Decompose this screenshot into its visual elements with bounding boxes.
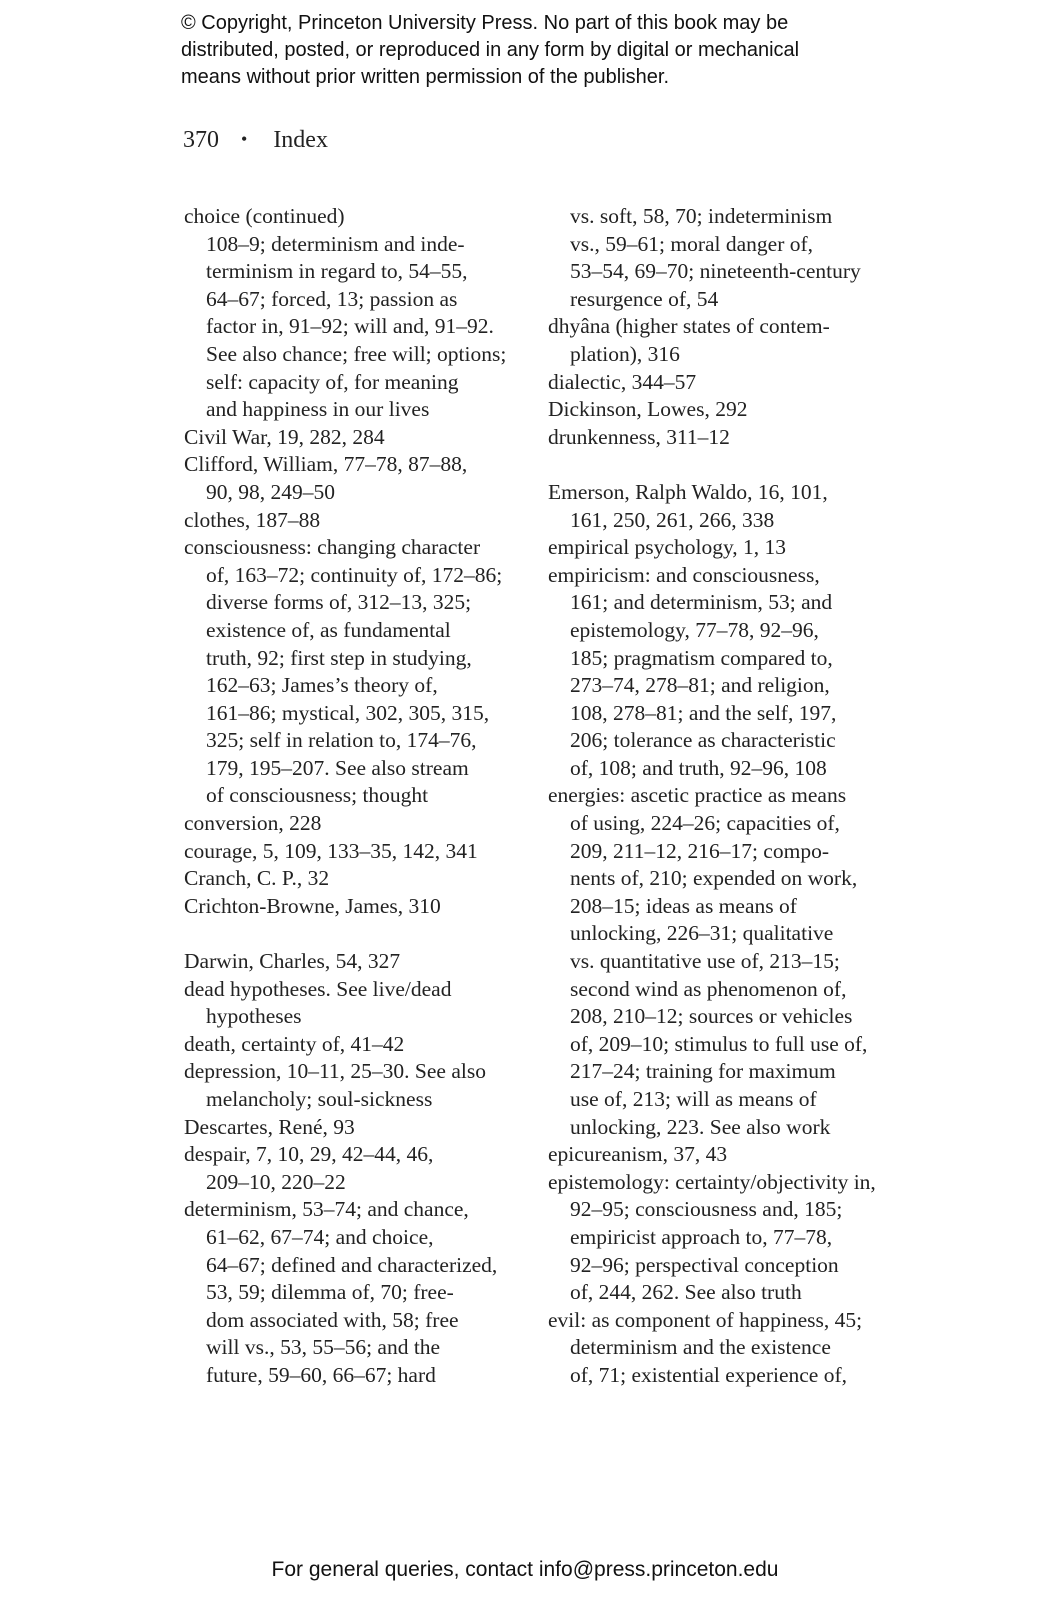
index-entry bbox=[184, 1031, 524, 1059]
index-entry-line: 161–86; mystical, 302, 305, 315, bbox=[206, 700, 490, 725]
index-entry-line: Darwin, Charles, 54, 327 bbox=[184, 949, 401, 974]
index-entry-line: drunkenness, 311–12 bbox=[548, 424, 730, 449]
index-entry bbox=[548, 479, 893, 534]
continuation-line: vs., 59–61; moral danger of, bbox=[570, 231, 814, 256]
index-entry bbox=[184, 1141, 524, 1196]
index-entries-right bbox=[548, 313, 893, 1389]
index-entry bbox=[184, 838, 524, 866]
index-column-right bbox=[548, 203, 893, 1390]
page-number: 370 bbox=[183, 127, 219, 153]
index-entry-line: empirical psychology, 1, 13 bbox=[548, 535, 787, 560]
index-entry-line: and happiness in our lives bbox=[206, 397, 430, 422]
index-entry-line: conversion, 228 bbox=[184, 811, 322, 836]
index-entry-line: Dickinson, Lowes, 292 bbox=[548, 397, 748, 422]
index-entry-line: Clifford, William, 77–78, 87–88, bbox=[184, 452, 468, 477]
index-entry bbox=[548, 313, 893, 368]
index-entry-line: of, 108; and truth, 92–96, 108 bbox=[570, 755, 827, 780]
index-entry-line: 209, 211–12, 216–17; compo- bbox=[570, 838, 829, 863]
index-entry-line: clothes, 187–88 bbox=[184, 507, 321, 532]
copyright-notice bbox=[181, 10, 901, 91]
index-entry-line: 161; and determinism, 53; and bbox=[570, 590, 833, 615]
index-entry-line: depression, 10–11, 25–30. See also bbox=[184, 1059, 486, 1084]
index-entry bbox=[184, 893, 524, 921]
index-entry-line: consciousness: changing character bbox=[184, 535, 481, 560]
index-entry-line: unlocking, 226–31; qualitative bbox=[570, 921, 834, 946]
index-entry bbox=[548, 562, 893, 783]
index-entry bbox=[184, 534, 524, 810]
section-title: Index bbox=[273, 127, 328, 153]
index-entry bbox=[184, 424, 524, 452]
index-entry bbox=[184, 1196, 524, 1389]
index-entry bbox=[548, 396, 893, 424]
index-entry bbox=[548, 424, 893, 452]
running-head bbox=[183, 124, 328, 155]
index-entry-line: choice (continued) bbox=[184, 204, 345, 228]
index-entry-line: Civil War, 19, 282, 284 bbox=[184, 424, 385, 449]
index-entry-line: 208–15; ideas as means of bbox=[570, 893, 797, 918]
index-entry-line: of, 209–10; stimulus to full use of, bbox=[570, 1031, 868, 1056]
continuation-block bbox=[548, 203, 893, 313]
index-entry bbox=[184, 948, 524, 976]
index-entry-line: 108, 278–81; and the self, 197, bbox=[570, 700, 837, 725]
index-entry-line: evil: as component of happiness, 45; bbox=[548, 1307, 863, 1332]
copyright-line: © Copyright, Princeton University Press. No part of this book may be bbox=[181, 12, 789, 34]
index-entry-line: 162–63; James’s theory of, bbox=[206, 673, 438, 698]
index-entry-line: second wind as phenomenon of, bbox=[570, 976, 847, 1001]
index-entry bbox=[184, 1058, 524, 1113]
index-entry-line: dhyâna (higher states of contem- bbox=[548, 314, 830, 339]
index-entry-line: factor in, 91–92; will and, 91–92. bbox=[206, 314, 494, 339]
index-entry-line: 208, 210–12; sources or vehicles bbox=[570, 1004, 853, 1029]
index-entry-line: diverse forms of, 312–13, 325; bbox=[206, 590, 472, 615]
bullet-separator: • bbox=[241, 129, 248, 149]
index-entry-line: vs. quantitative use of, 213–15; bbox=[570, 949, 840, 974]
index-entry-line: truth, 92; first step in studying, bbox=[206, 645, 472, 670]
index-entry-line: 64–67; defined and characterized, bbox=[206, 1252, 498, 1277]
index-entry-line: Crichton-Browne, James, 310 bbox=[184, 893, 441, 918]
index-entry-line: determinism, 53–74; and chance, bbox=[184, 1197, 469, 1222]
index-entry-line: energies: ascetic practice as means bbox=[548, 783, 847, 808]
index-entry-line: courage, 5, 109, 133–35, 142, 341 bbox=[184, 838, 478, 863]
index-entry bbox=[184, 1114, 524, 1142]
index-entry bbox=[548, 782, 893, 1141]
index-entry-line: 179, 195–207. See also stream bbox=[206, 755, 469, 780]
index-entry-line: of consciousness; thought bbox=[206, 783, 429, 808]
index-entry-line: of, 71; existential experience of, bbox=[570, 1362, 848, 1387]
index-column-left bbox=[184, 203, 524, 1390]
index-entry-line: Descartes, René, 93 bbox=[184, 1114, 355, 1139]
index-entry-line: dom associated with, 58; free bbox=[206, 1307, 459, 1332]
index-entry-line: will vs., 53, 55–56; and the bbox=[206, 1335, 441, 1360]
index-entry-line: 64–67; forced, 13; passion as bbox=[206, 286, 458, 311]
copyright-line: distributed, posted, or reproduced in any form by digital or mechanical bbox=[181, 39, 800, 61]
index-entry-line: dialectic, 344–57 bbox=[548, 369, 697, 394]
index-entry-line: 325; self in relation to, 174–76, bbox=[206, 728, 477, 753]
index-entry-line: existence of, as fundamental bbox=[206, 617, 451, 642]
index-entry bbox=[184, 203, 524, 424]
index-entry-line: death, certainty of, 41–42 bbox=[184, 1031, 405, 1056]
index-entry-line: self: capacity of, for meaning bbox=[206, 369, 459, 394]
index-entry-line: 53, 59; dilemma of, 70; free- bbox=[206, 1280, 454, 1305]
index-entry bbox=[184, 451, 524, 506]
index-entry-line: empiricist approach to, 77–78, bbox=[570, 1224, 833, 1249]
index-entry-line: 61–62, 67–74; and choice, bbox=[206, 1224, 434, 1249]
index-entry-line: epistemology: certainty/objectivity in, bbox=[548, 1169, 876, 1194]
index-entry-line: hypotheses bbox=[206, 1004, 302, 1029]
index-entry-line: See also chance; free will; options; bbox=[206, 341, 507, 366]
copyright-line: means without prior written permission of the publisher. bbox=[181, 66, 670, 88]
index-entry-line: empiricism: and consciousness, bbox=[548, 562, 820, 587]
index-entry-line: terminism in regard to, 54–55, bbox=[206, 259, 468, 284]
index-entry bbox=[184, 865, 524, 893]
index-entry bbox=[184, 810, 524, 838]
index-entry-line: of using, 224–26; capacities of, bbox=[570, 811, 840, 836]
index-entry bbox=[548, 369, 893, 397]
index-entry bbox=[548, 1141, 893, 1169]
index-entry-line: 92–96; perspectival conception bbox=[570, 1252, 839, 1277]
index-entry-line: use of, 213; will as means of bbox=[570, 1087, 817, 1111]
index-entry-line: 273–74, 278–81; and religion, bbox=[570, 673, 830, 698]
index-entry-line: future, 59–60, 66–67; hard bbox=[206, 1362, 436, 1387]
index-entry bbox=[548, 1307, 893, 1390]
index-entry-line: melancholy; soul-sickness bbox=[206, 1087, 433, 1111]
index-entry-line: epistemology, 77–78, 92–96, bbox=[570, 617, 819, 642]
index-entry-line: 206; tolerance as characteristic bbox=[570, 728, 836, 753]
letter-group-gap bbox=[184, 920, 524, 948]
letter-group-gap bbox=[548, 451, 893, 479]
footer-contact: For general queries, contact info@press.princeton.edu bbox=[271, 1558, 779, 1581]
index-entry-line: 92–95; consciousness and, 185; bbox=[570, 1197, 843, 1222]
continuation-line: vs. soft, 58, 70; indeterminism bbox=[570, 204, 833, 228]
index-entry-line: 108–9; determinism and inde- bbox=[206, 231, 465, 256]
index-entry-line: determinism and the existence bbox=[570, 1335, 831, 1360]
index-entry bbox=[184, 976, 524, 1031]
index-entry-line: 90, 98, 249–50 bbox=[206, 479, 335, 504]
index-entry-line: 161, 250, 261, 266, 338 bbox=[570, 507, 775, 532]
index-entry-line: Emerson, Ralph Waldo, 16, 101, bbox=[548, 479, 828, 504]
index-entry bbox=[548, 534, 893, 562]
index-entry-line: epicureanism, 37, 43 bbox=[548, 1142, 728, 1167]
index-entry-line: 209–10, 220–22 bbox=[206, 1169, 346, 1194]
index-entry-line: despair, 7, 10, 29, 42–44, 46, bbox=[184, 1142, 434, 1167]
index-entry-line: dead hypotheses. See live/dead bbox=[184, 976, 452, 1001]
continuation-line: resurgence of, 54 bbox=[570, 286, 719, 311]
continuation-line: 53–54, 69–70; nineteenth-century bbox=[570, 259, 861, 284]
index-entry-line: 185; pragmatism compared to, bbox=[570, 645, 833, 670]
index-entry-line: plation), 316 bbox=[570, 341, 680, 366]
index-entry-line: Cranch, C. P., 32 bbox=[184, 866, 330, 891]
index-entry-line: 217–24; training for maximum bbox=[570, 1059, 836, 1084]
index-entry-line: nents of, 210; expended on work, bbox=[570, 866, 858, 891]
index-entry-line: of, 163–72; continuity of, 172–86; bbox=[206, 562, 503, 587]
index-entry-line: unlocking, 223. See also work bbox=[570, 1114, 831, 1139]
index-entry bbox=[548, 1169, 893, 1307]
index-entry bbox=[184, 507, 524, 535]
index-entry-line: of, 244, 262. See also truth bbox=[570, 1280, 802, 1305]
